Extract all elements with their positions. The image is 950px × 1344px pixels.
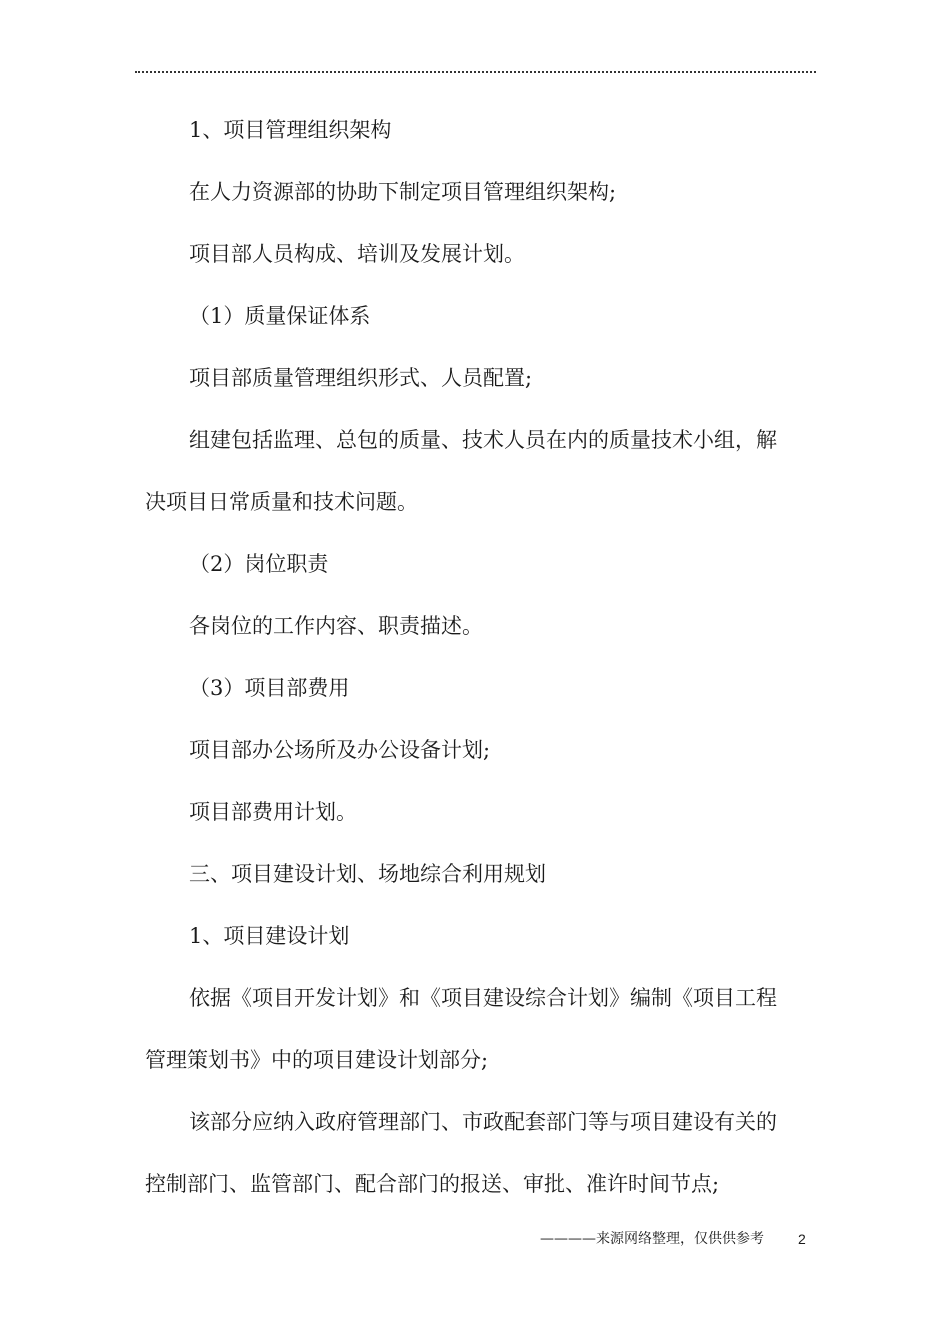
paragraph-line: 该部分应纳入政府管理部门、市政配套部门等与项目建设有关的	[189, 1110, 777, 1134]
paragraph-line: 在人力资源部的协助下制定项目管理组织架构;	[189, 180, 617, 204]
heading-project-costs: （3）项目部费用	[189, 676, 350, 700]
page-number: 2	[798, 1231, 806, 1247]
paragraph-line: 决项目日常质量和技术问题。	[145, 490, 418, 514]
paragraph-line: 依据《项目开发计划》和《项目建设综合计划》编制《项目工程	[189, 986, 777, 1010]
paragraph-line: 项目部办公场所及办公设备计划;	[189, 738, 491, 762]
paragraph-line: 组建包括监理、总包的质量、技术人员在内的质量技术小组，解	[189, 428, 777, 452]
heading-construction-plan: 1、项目建设计划	[189, 924, 350, 948]
heading-job-duties: （2）岗位职责	[189, 552, 329, 576]
footer-source-note: ————来源网络整理，仅供供参考	[540, 1231, 764, 1247]
heading-org-structure: 1、项目管理组织架构	[189, 118, 392, 142]
heading-section-three: 三、项目建设计划、场地综合利用规划	[189, 862, 546, 886]
paragraph-line: 各岗位的工作内容、职责描述。	[189, 614, 483, 638]
paragraph-line: 项目部质量管理组织形式、人员配置;	[189, 366, 533, 390]
paragraph-line: 管理策划书》中的项目建设计划部分;	[145, 1048, 489, 1072]
paragraph-line: 项目部人员构成、培训及发展计划。	[189, 242, 525, 266]
document-body	[145, 0, 817, 1344]
paragraph-line: 项目部费用计划。	[189, 800, 357, 824]
heading-quality-system: （1）质量保证体系	[189, 304, 371, 328]
paragraph-line: 控制部门、监管部门、配合部门的报送、审批、准许时间节点;	[145, 1172, 720, 1196]
